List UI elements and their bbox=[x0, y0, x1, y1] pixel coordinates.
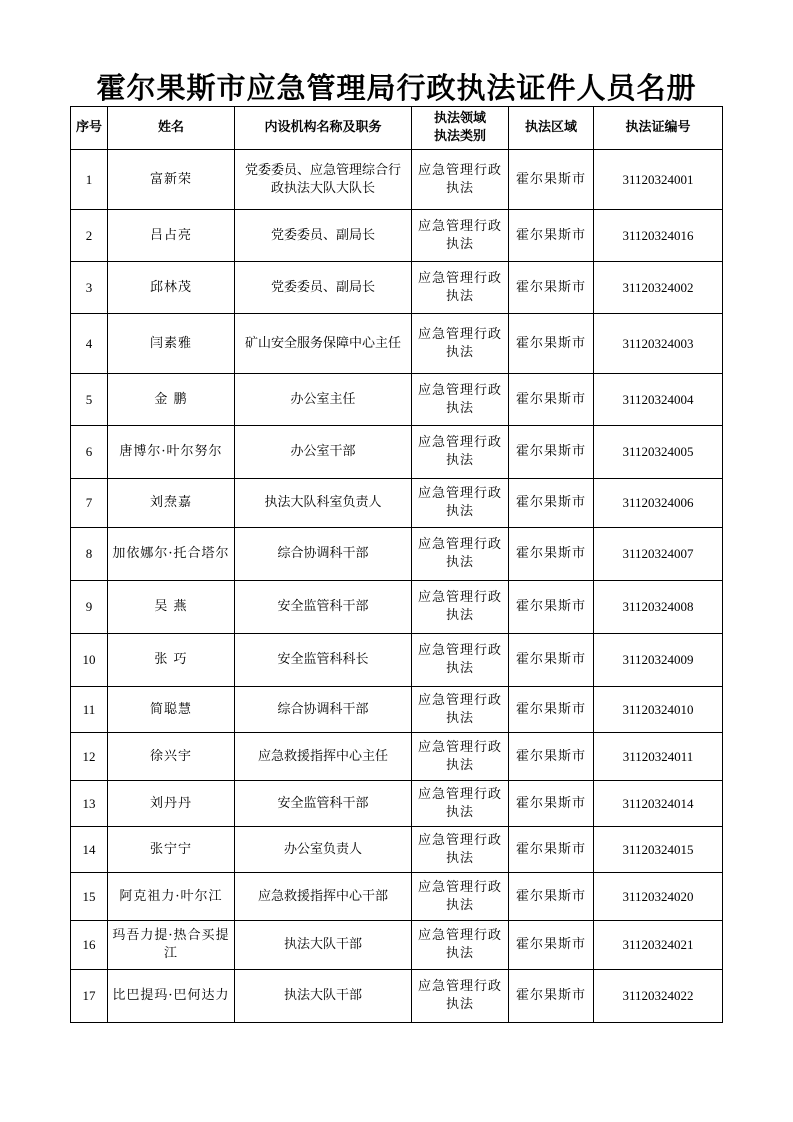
enforcement-field: 应急管理行政执法 bbox=[412, 781, 509, 827]
enforcement-area: 霍尔果斯市 bbox=[509, 314, 594, 374]
enforcement-area: 霍尔果斯市 bbox=[509, 781, 594, 827]
table-row bbox=[71, 873, 723, 921]
department-position: 执法大队干部 bbox=[235, 921, 412, 970]
person-name: 刘焘嘉 bbox=[108, 479, 235, 528]
department-position: 办公室主任 bbox=[235, 374, 412, 426]
roster-table bbox=[70, 106, 723, 1023]
person-name: 阿克祖力·叶尔江 bbox=[108, 873, 235, 921]
table-row bbox=[71, 687, 723, 733]
table-row bbox=[71, 827, 723, 873]
department-position: 党委委员、应急管理综合行政执法大队大队长 bbox=[235, 150, 412, 210]
header-dept: 内设机构名称及职务 bbox=[235, 107, 412, 150]
department-position: 综合协调科干部 bbox=[235, 687, 412, 733]
table-header-row bbox=[71, 107, 723, 150]
header-field bbox=[412, 107, 509, 150]
enforcement-field: 应急管理行政执法 bbox=[412, 210, 509, 262]
row-number: 15 bbox=[71, 873, 108, 921]
enforcement-area: 霍尔果斯市 bbox=[509, 210, 594, 262]
enforcement-field: 应急管理行政执法 bbox=[412, 528, 509, 581]
person-name: 加依娜尔·托合塔尔 bbox=[108, 528, 235, 581]
table-row bbox=[71, 634, 723, 687]
enforcement-area: 霍尔果斯市 bbox=[509, 733, 594, 781]
table-row bbox=[71, 262, 723, 314]
department-position: 办公室负责人 bbox=[235, 827, 412, 873]
table-row bbox=[71, 479, 723, 528]
table-row bbox=[71, 970, 723, 1023]
enforcement-field: 应急管理行政执法 bbox=[412, 262, 509, 314]
header-area: 执法区域 bbox=[509, 107, 594, 150]
row-number: 1 bbox=[71, 150, 108, 210]
row-number: 3 bbox=[71, 262, 108, 314]
table-row bbox=[71, 426, 723, 479]
enforcement-area: 霍尔果斯市 bbox=[509, 873, 594, 921]
enforcement-field: 应急管理行政执法 bbox=[412, 581, 509, 634]
person-name: 徐兴宇 bbox=[108, 733, 235, 781]
header-name: 姓名 bbox=[108, 107, 235, 150]
person-name: 简聪慧 bbox=[108, 687, 235, 733]
enforcement-field: 应急管理行政执法 bbox=[412, 634, 509, 687]
certificate-number: 31120324006 bbox=[594, 479, 723, 528]
certificate-number: 31120324011 bbox=[594, 733, 723, 781]
certificate-number: 31120324007 bbox=[594, 528, 723, 581]
department-position: 办公室干部 bbox=[235, 426, 412, 479]
person-name: 吴 燕 bbox=[108, 581, 235, 634]
person-name: 邱林茂 bbox=[108, 262, 235, 314]
row-number: 13 bbox=[71, 781, 108, 827]
enforcement-field: 应急管理行政执法 bbox=[412, 374, 509, 426]
enforcement-field: 应急管理行政执法 bbox=[412, 687, 509, 733]
person-name: 金 鹏 bbox=[108, 374, 235, 426]
person-name: 闫素雅 bbox=[108, 314, 235, 374]
enforcement-area: 霍尔果斯市 bbox=[509, 827, 594, 873]
enforcement-area: 霍尔果斯市 bbox=[509, 150, 594, 210]
enforcement-field: 应急管理行政执法 bbox=[412, 921, 509, 970]
certificate-number: 31120324014 bbox=[594, 781, 723, 827]
enforcement-area: 霍尔果斯市 bbox=[509, 479, 594, 528]
certificate-number: 31120324002 bbox=[594, 262, 723, 314]
enforcement-area: 霍尔果斯市 bbox=[509, 921, 594, 970]
row-number: 6 bbox=[71, 426, 108, 479]
table-row bbox=[71, 210, 723, 262]
person-name: 唐博尔·叶尔努尔 bbox=[108, 426, 235, 479]
certificate-number: 31120324004 bbox=[594, 374, 723, 426]
header-field-line1: 执法领域 bbox=[433, 111, 486, 126]
enforcement-area: 霍尔果斯市 bbox=[509, 262, 594, 314]
person-name: 吕占亮 bbox=[108, 210, 235, 262]
table-row bbox=[71, 374, 723, 426]
row-number: 11 bbox=[71, 687, 108, 733]
enforcement-field: 应急管理行政执法 bbox=[412, 426, 509, 479]
header-cert: 执法证编号 bbox=[594, 107, 723, 150]
department-position: 党委委员、副局长 bbox=[235, 210, 412, 262]
department-position: 矿山安全服务保障中心主任 bbox=[235, 314, 412, 374]
person-name: 玛吾力提·热合买提江 bbox=[108, 921, 235, 970]
enforcement-field: 应急管理行政执法 bbox=[412, 827, 509, 873]
certificate-number: 31120324016 bbox=[594, 210, 723, 262]
certificate-number: 31120324005 bbox=[594, 426, 723, 479]
department-position: 安全监管科干部 bbox=[235, 581, 412, 634]
certificate-number: 31120324010 bbox=[594, 687, 723, 733]
department-position: 党委委员、副局长 bbox=[235, 262, 412, 314]
department-position: 安全监管科科长 bbox=[235, 634, 412, 687]
table-row bbox=[71, 581, 723, 634]
certificate-number: 31120324015 bbox=[594, 827, 723, 873]
certificate-number: 31120324020 bbox=[594, 873, 723, 921]
department-position: 综合协调科干部 bbox=[235, 528, 412, 581]
table-row bbox=[71, 314, 723, 374]
row-number: 8 bbox=[71, 528, 108, 581]
enforcement-area: 霍尔果斯市 bbox=[509, 374, 594, 426]
department-position: 应急救援指挥中心主任 bbox=[235, 733, 412, 781]
certificate-number: 31120324009 bbox=[594, 634, 723, 687]
enforcement-area: 霍尔果斯市 bbox=[509, 687, 594, 733]
certificate-number: 31120324021 bbox=[594, 921, 723, 970]
row-number: 16 bbox=[71, 921, 108, 970]
enforcement-area: 霍尔果斯市 bbox=[509, 970, 594, 1023]
certificate-number: 31120324008 bbox=[594, 581, 723, 634]
enforcement-area: 霍尔果斯市 bbox=[509, 426, 594, 479]
row-number: 10 bbox=[71, 634, 108, 687]
row-number: 4 bbox=[71, 314, 108, 374]
department-position: 执法大队干部 bbox=[235, 970, 412, 1023]
row-number: 7 bbox=[71, 479, 108, 528]
header-field-line2: 执法类别 bbox=[433, 129, 486, 144]
department-position: 执法大队科室负责人 bbox=[235, 479, 412, 528]
department-position: 安全监管科干部 bbox=[235, 781, 412, 827]
table-row bbox=[71, 150, 723, 210]
person-name: 张宁宁 bbox=[108, 827, 235, 873]
table-row bbox=[71, 781, 723, 827]
enforcement-field: 应急管理行政执法 bbox=[412, 733, 509, 781]
enforcement-field: 应急管理行政执法 bbox=[412, 970, 509, 1023]
row-number: 12 bbox=[71, 733, 108, 781]
enforcement-field: 应急管理行政执法 bbox=[412, 150, 509, 210]
certificate-number: 31120324003 bbox=[594, 314, 723, 374]
table-row bbox=[71, 921, 723, 970]
roster-body bbox=[71, 150, 723, 1023]
enforcement-field: 应急管理行政执法 bbox=[412, 314, 509, 374]
row-number: 17 bbox=[71, 970, 108, 1023]
row-number: 9 bbox=[71, 581, 108, 634]
certificate-number: 31120324022 bbox=[594, 970, 723, 1023]
page-title: 霍尔果斯市应急管理局行政执法证件人员名册 bbox=[96, 71, 697, 105]
enforcement-area: 霍尔果斯市 bbox=[509, 528, 594, 581]
enforcement-field: 应急管理行政执法 bbox=[412, 479, 509, 528]
person-name: 刘丹丹 bbox=[108, 781, 235, 827]
table-row bbox=[71, 528, 723, 581]
enforcement-area: 霍尔果斯市 bbox=[509, 581, 594, 634]
row-number: 2 bbox=[71, 210, 108, 262]
table-row bbox=[71, 733, 723, 781]
header-no: 序号 bbox=[71, 107, 108, 150]
department-position: 应急救援指挥中心干部 bbox=[235, 873, 412, 921]
person-name: 富新荣 bbox=[108, 150, 235, 210]
person-name: 比巴提玛·巴何达力 bbox=[108, 970, 235, 1023]
enforcement-area: 霍尔果斯市 bbox=[509, 634, 594, 687]
person-name: 张 巧 bbox=[108, 634, 235, 687]
row-number: 5 bbox=[71, 374, 108, 426]
enforcement-field: 应急管理行政执法 bbox=[412, 873, 509, 921]
certificate-number: 31120324001 bbox=[594, 150, 723, 210]
row-number: 14 bbox=[71, 827, 108, 873]
